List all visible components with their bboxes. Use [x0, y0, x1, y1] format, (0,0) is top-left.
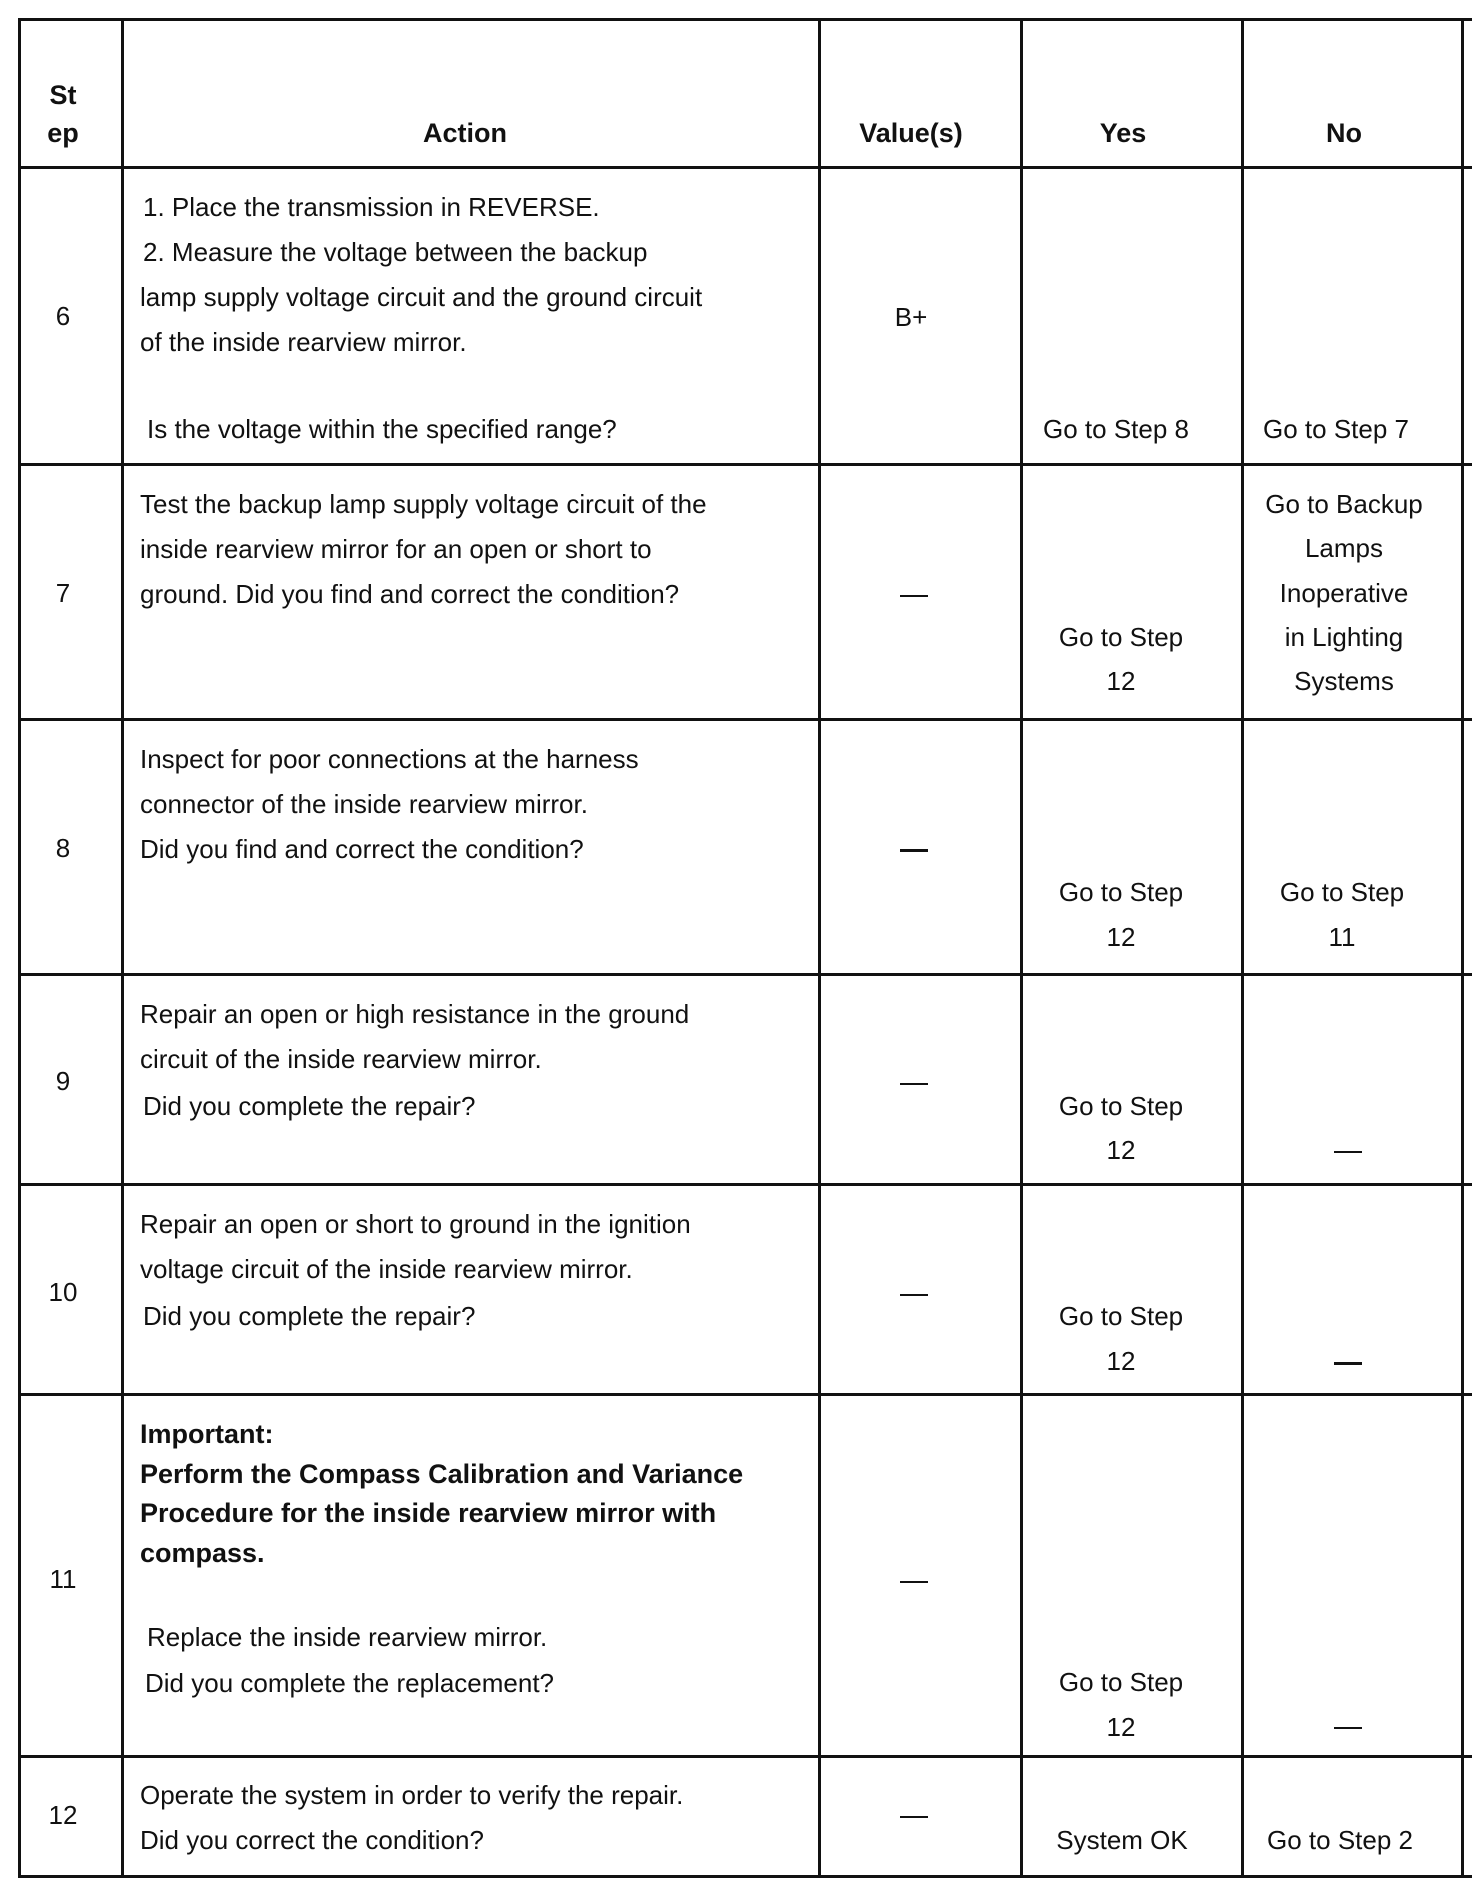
action-text: lamp supply voltage circuit and the ground circuit [140, 282, 703, 312]
yes-result: 12 [1106, 1346, 1136, 1376]
header-action: Action [423, 118, 507, 148]
step-number: 9 [55, 1066, 71, 1096]
value-text: B+ [894, 302, 928, 332]
action-text: Is the voltage within the specified range? [147, 414, 617, 444]
column-divider [121, 18, 124, 1878]
yes-result: Go to Step [1058, 877, 1184, 907]
table-right-border [1461, 18, 1464, 1878]
header-step: ep [47, 118, 79, 148]
action-text: ground. Did you find and correct the condition? [140, 579, 680, 609]
important-note: Perform the Compass Calibration and Variance [140, 1459, 744, 1489]
important-note: compass. [140, 1538, 265, 1568]
yes-result: Go to Step [1058, 622, 1184, 652]
row-divider [18, 1183, 1472, 1186]
no-result: Go to Step 2 [1267, 1825, 1413, 1855]
no-result: Inoperative [1279, 578, 1409, 608]
header-yes: Yes [1099, 118, 1147, 148]
no-result: Lamps [1304, 533, 1384, 563]
step-number: 11 [49, 1564, 77, 1594]
column-divider [818, 18, 821, 1878]
step-number: 8 [55, 833, 71, 863]
no-dash [1334, 1362, 1362, 1365]
no-result: Systems [1294, 666, 1394, 696]
yes-result: Go to Step 8 [1043, 414, 1189, 444]
step-number: 7 [55, 578, 71, 608]
no-result: Go to Step [1279, 877, 1405, 907]
action-text: Operate the system in order to verify the repair. [140, 1780, 684, 1810]
yes-result: Go to Step [1058, 1667, 1184, 1697]
action-text: Repair an open or short to ground in the ignition [140, 1209, 691, 1239]
header-no: No [1326, 118, 1362, 148]
row-divider [18, 973, 1472, 976]
no-dash [1334, 1727, 1362, 1729]
action-text: Repair an open or high resistance in the ground [140, 999, 690, 1029]
value-dash [900, 1816, 928, 1818]
table-left-border [18, 18, 21, 1878]
row-divider [18, 718, 1472, 721]
important-note: Procedure for the inside rearview mirror with [140, 1498, 717, 1528]
header-step: St [49, 80, 77, 110]
action-text: connector of the inside rearview mirror. [140, 789, 588, 819]
no-result: in Lighting [1284, 622, 1404, 652]
no-dash [1334, 1151, 1362, 1153]
action-text: Did you complete the repair? [143, 1091, 476, 1121]
step-number: 12 [48, 1800, 78, 1830]
action-text: Inspect for poor connections at the harness [140, 744, 639, 774]
value-dash [900, 595, 928, 597]
action-text: Test the backup lamp supply voltage circuit of the [140, 489, 707, 519]
no-result: Go to Step 7 [1263, 414, 1409, 444]
important-label: Important: [140, 1419, 274, 1449]
action-text: inside rearview mirror for an open or short to [140, 534, 652, 564]
row-divider [18, 1755, 1472, 1758]
action-text: of the inside rearview mirror. [140, 327, 467, 357]
action-text: Did you complete the repair? [143, 1301, 476, 1331]
action-text: Did you complete the replacement? [145, 1668, 555, 1698]
value-dash [900, 1083, 928, 1085]
column-divider [1020, 18, 1023, 1878]
yes-result: 12 [1106, 1135, 1136, 1165]
action-text: Did you find and correct the condition? [140, 834, 584, 864]
action-text: voltage circuit of the inside rearview mirror. [140, 1254, 633, 1284]
no-result: Go to Backup [1265, 489, 1423, 519]
value-dash [900, 1294, 928, 1296]
row-divider [18, 463, 1472, 466]
yes-result: Go to Step [1058, 1301, 1184, 1331]
yes-result: 12 [1106, 922, 1136, 952]
header-bottom-border [18, 166, 1472, 169]
row-divider [18, 1393, 1472, 1396]
yes-result: 12 [1106, 1712, 1136, 1742]
value-dash [900, 849, 928, 852]
header-values: Value(s) [859, 118, 963, 148]
action-text: Replace the inside rearview mirror. [147, 1622, 548, 1652]
value-dash [900, 1581, 928, 1583]
no-result: 11 [1328, 922, 1356, 952]
action-text: 1. Place the transmission in REVERSE. [143, 192, 600, 222]
step-number: 10 [48, 1277, 78, 1307]
action-text: 2. Measure the voltage between the backup [143, 237, 648, 267]
step-number: 6 [55, 301, 71, 331]
yes-result: System OK [1056, 1825, 1188, 1855]
action-text: Did you correct the condition? [140, 1825, 484, 1855]
yes-result: 12 [1106, 666, 1136, 696]
yes-result: Go to Step [1058, 1091, 1184, 1121]
column-divider [1241, 18, 1244, 1878]
table-top-border [18, 18, 1472, 21]
action-text: circuit of the inside rearview mirror. [140, 1044, 542, 1074]
